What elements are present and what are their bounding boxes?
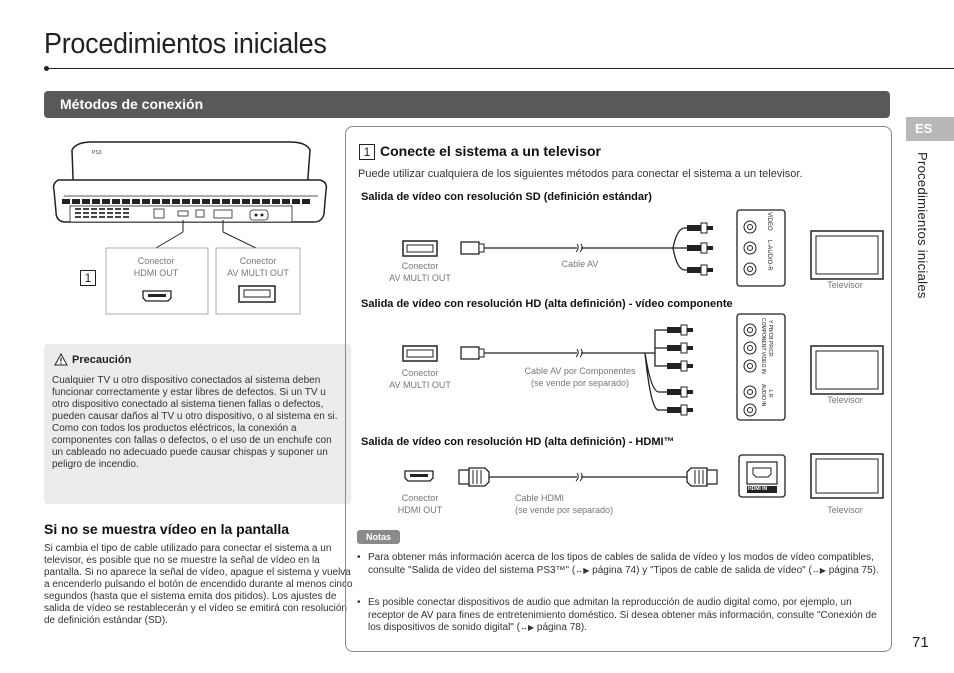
sd-connector-line2: AV MULTI OUT (389, 273, 451, 283)
av-multi-out-label-line1: Conector (239, 256, 277, 266)
caution-title: Precaución (72, 354, 132, 366)
note-bullet-1: • (357, 552, 361, 563)
hdmi-connector-line2: HDMI OUT (397, 505, 443, 515)
note-2-text-b: página 78). (534, 622, 587, 633)
section-title: Métodos de conexión (60, 96, 204, 112)
note-2 (368, 597, 880, 635)
sd-connector-label (380, 260, 460, 284)
note-1-text-c: página 75). (825, 564, 879, 576)
chapter-side-label: Procedimientos iniciales (915, 152, 930, 299)
component-connector-line2: AV MULTI OUT (389, 380, 451, 390)
note-1-text-a: Para obtener más información acerca de los tipos de cables de salida de vídeo y los modos de vídeo compatibles, consulte "Salida de vídeo del sistema PS3™" ( (368, 552, 874, 576)
caution-text: Cualquier TV u otro dispositivo conectados al sistema deben funcionar correctamente y estar libres de defectos. Si un TV u otro dispositivo conectado al sistema tienen fallas o defectos, pueden causar daños al TV u otro dispositivo, o al sistema en si. Como con todos los productos eléctricos, la conexión a componentes con fallas o defectos, o el uso de un enchufe con un cableado no adecuado puede causar chispas y suponer un peligro de incendio. (52, 375, 338, 470)
page-ref-arrow-icon: ↔▶ (575, 565, 590, 575)
hdmi-cable-label (515, 492, 630, 516)
language-code: ES (915, 121, 933, 136)
component-jack-ypbpr-label: Y PB/CB PR/CR (767, 320, 773, 357)
warning-icon (54, 353, 68, 366)
sd-jack-video-label: VIDEO (766, 212, 772, 231)
page-number: 71 (912, 634, 929, 651)
note-1-text-b: página 74) y "Tipos de cable de salida de vídeo" ( (589, 564, 812, 576)
component-connector-label (380, 367, 460, 391)
hdmi-heading: Salida de vídeo con resolución HD (alta definición) - HDMI™ (361, 436, 675, 448)
intro-text: Puede utilizar cualquiera de los siguientes métodos para conectar el sistema a un televisor. (358, 168, 803, 180)
hdmi-cable-line2: (se vende por separado) (515, 505, 614, 515)
page-ref-arrow-icon: ↔▶ (811, 565, 826, 575)
av-multi-out-label-line2: AV MULTI OUT (227, 268, 289, 278)
svg-text:PS3: PS3 (92, 150, 102, 156)
sd-tv-label: Televisor (827, 280, 863, 290)
component-jack-lr-label: L R (767, 390, 773, 398)
hdmi-connector-line1: Conector (401, 493, 439, 503)
notes-badge: Notas (357, 530, 400, 544)
component-cable-line1: Cable AV por Componentes (524, 366, 636, 376)
sd-cable-label: Cable AV (561, 259, 599, 269)
sd-heading: Salida de vídeo con resolución SD (definición estándar) (361, 191, 652, 203)
hdmi-out-label-line1: Conector (137, 256, 175, 266)
component-tv-label: Televisor (827, 395, 863, 405)
hdmi-tv-label: Televisor (827, 505, 863, 515)
component-cable-line2: (se vende por separado) (530, 378, 630, 388)
no-video-title: Si no se muestra vídeo en la pantalla (44, 521, 290, 537)
hdmi-port-icon (143, 291, 171, 301)
step-title: Conecte el sistema a un televisor (380, 143, 601, 159)
hdmi-connector-label (380, 492, 460, 516)
step-number-box-right: 1 (359, 144, 375, 160)
sd-connector-line1: Conector (401, 261, 439, 271)
note-bullet-2: • (357, 597, 361, 608)
title-rule (44, 68, 954, 69)
ps3-rear-illustration (44, 140, 354, 320)
component-jack-audio-label: AUDIO IN (760, 384, 766, 407)
hdmi-in-port-label: HDMI IN (748, 486, 768, 492)
no-video-text: Si cambia el tipo de cable utilizado para conectar el sistema a un televisor, es posible que no se muestre la señal de vídeo en la pantalla. Si no aparece la señal de vídeo, apague el sistema y vuelva a encenderlo pulsando el botón de encendido durante al menos cinco segundos (hasta que el sistema emita dos pitidos). Los ajustes de salida de vídeo se restablecerán y el vídeo se emitirá con resolución de definición estándar (SD). (44, 543, 353, 626)
hdmi-out-label (108, 255, 204, 279)
hdmi-cable-line1: Cable HDMI (515, 493, 565, 503)
component-connector-line1: Conector (401, 368, 439, 378)
sd-jack-audio-label: L-AUDIO-R (766, 240, 772, 271)
component-heading: Salida de vídeo con resolución HD (alta definición) - vídeo componente (361, 298, 733, 310)
component-cable-label (515, 365, 645, 389)
component-jack-video-label: COMPONENT VIDEO IN (760, 318, 766, 374)
av-multi-port-icon (239, 286, 275, 302)
page-title: Procedimientos iniciales (44, 28, 327, 60)
step-number-box-left: 1 (80, 270, 96, 286)
note-2-text-a: Es posible conectar dispositivos de audio que admitan la reproducción de audio digital como, por ejemplo, un receptor de AV para fines de entretenimiento doméstico. Si desea obtener más información, consulte "Conexión de los dispositivos de sonido digital" ( (368, 597, 877, 633)
av-multi-out-label (216, 255, 300, 279)
page-ref-arrow-icon: ↔▶ (519, 623, 535, 632)
note-1 (368, 552, 880, 577)
hdmi-out-label-line2: HDMI OUT (133, 268, 179, 278)
